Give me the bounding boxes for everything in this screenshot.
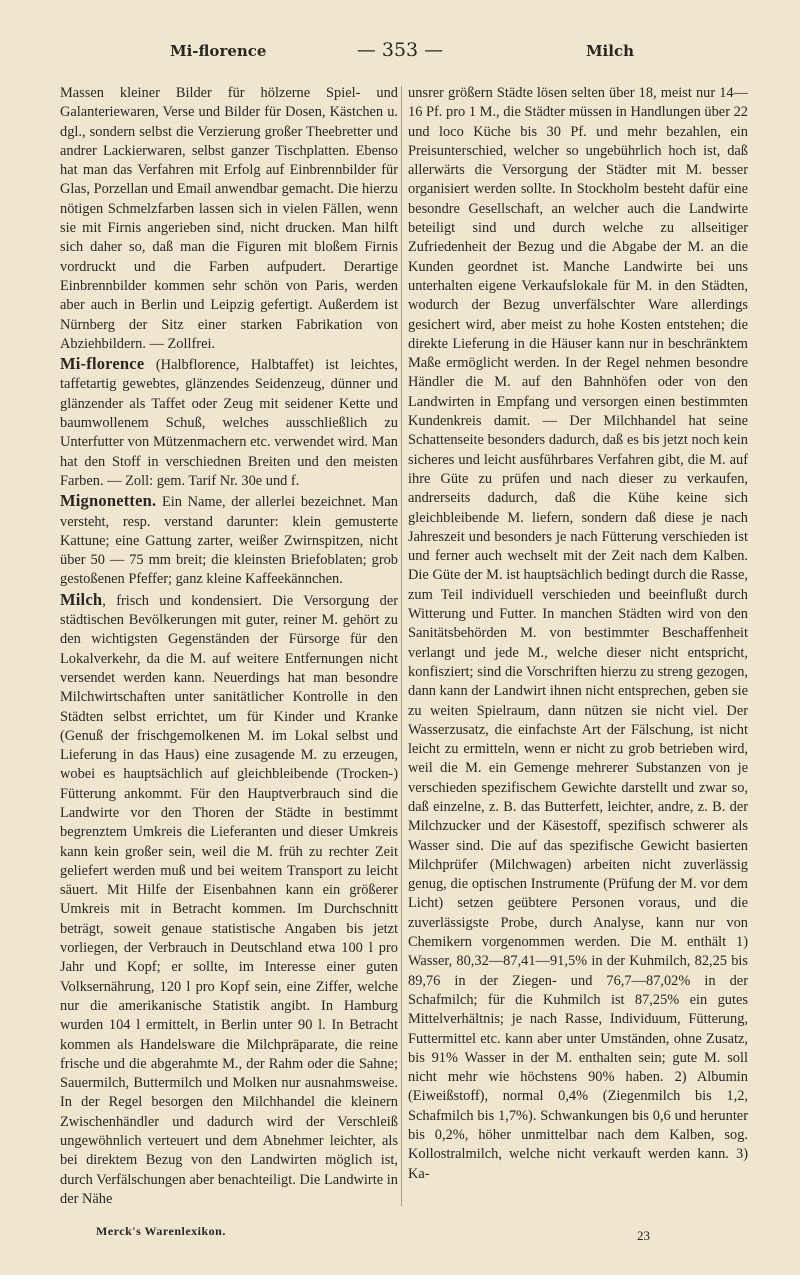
- column-divider: [401, 86, 402, 1206]
- entry-milch: [60, 590, 398, 1210]
- left-column: [60, 84, 398, 1212]
- entry-keyword: Milch: [60, 589, 103, 609]
- entry-mignonetten: [60, 491, 398, 589]
- header-left-keyword: Mi-florence: [170, 42, 267, 60]
- entry-text: , frisch und kondensiert. Die Versorgung der städtischen Bevölkerungen mit guter, reiner M. gehört zu den wichtigsten Gegenständen der Fürsorge für den Lokalverkehr, da die M. auf weitere Entfernungen nicht versendet werden kann. Neuerdings hat man besondre Milchwirtschaften unter sanitätlicher Kontrolle in den Städten selbst errichtet, um für Kinder und Kranke (Genuß der frischgemolkenen M. im Lokal selbst und Lieferung in das Haus) eine zusagende M. zu erzeugen, wobei es hauptsächlich auf gleichbleibende (Trocken-) Fütterung ankommt. Für den Hauptverbrauch sind die Landwirte vor den Thoren der Städte in bestimmt begrenztem Umkreis die Lieferanten und dieser Umkreis kann kein großer sein, weil die M. früh zu rechter Zeit geliefert werden muß und bei weitem Transport zu leicht säuert. Mit Hilfe der Eisenbahnen kann ein größerer Umkreis mit in Betracht kommen. Im Durchschnitt beträgt, soweit genaue statistische Angaben bis jetzt vorliegen, der Verbrauch in Deutschland etwa 100 l pro Jahr und Kopf; er sollte, im Interesse einer guten Volksernährung, 120 l pro Kopf sein, eine Ziffer, welche nur die amerikanische Statistik angibt. In Hamburg wurden 104 l ermittelt, in Berlin unter 90 l. In Betracht kommen als Handelsware die Milchpräparate, die reine frische und die abgerahmte M., der Rahm oder die Sahne; Sauermilch, Buttermilch und Molken nur ausnahmsweise. In der Regel besorgen den Milchhandel die kleinern Zwischenhändler und dadurch wird der Verschleiß ungewöhnlich verteuert und dem Abnehmer leichter, als bei direktem Bezug von den Landwirten möglich ist, durch Verfälschungen aber benachteiligt. Die Landwirte in der Nähe: [60, 592, 398, 1207]
- publication-title: Merck's Warenlexikon.: [96, 1224, 226, 1238]
- entry-keyword: Mignonetten.: [60, 491, 157, 511]
- entry-mi-florence: [60, 354, 398, 491]
- entry-keyword: Mi-florence: [60, 354, 145, 374]
- entry-text: Ein Name, der allerlei bezeichnet. Man versteht, resp. verstand darunter: klein gemusterte Kattune; eine Gattung zarter, weißer Zwirnspitzen, nicht über 50 — 75 mm breit; die kleinsten Briefoblaten; grob gestoßenen Pfeffer; ganz kleine Kaffeekännchen.: [60, 494, 398, 588]
- running-header: [150, 39, 650, 66]
- entry-milch-continued: unsrer größern Städte lösen selten über 18, meist nur 14—16 Pf. pro 1 M., die Städter müssen in Handlungen über 22 und loco Küche bis 30 Pf. und mehr bezahlen, ein Preisunterschied, welcher so ungebührlich hoch ist, daß allerwärts die Versorgung der Städter mit M. besser organisiert werden sollte. In Stockholm besteht dafür eine besondre Gesellschaft, an welcher auch die Landwirte beteiligt sind und durch welche zu allseitiger Zufriedenheit der Bezug und die Abgabe der M. an die Kunden geordnet ist. Manche Landwirte bei uns unterhalten eigene Verkaufslokale für M. in den Städten, wodurch der Bezug unverfälschter Ware allerdings gesichert wird, aber meist zu hohe Kosten entstehen; die direkte Lieferung in die Häuser kann nur in beschränktem Maße ermöglicht werden. In der Regel nehmen besondre Händler die M. auf den Bahnhöfen oder von den Landwirten in Empfang und versorgen einen bestimmten Kundenkreis damit. — Der Milchhandel hat seine Schattenseite besonders dadurch, daß es bis jetzt noch kein sicheres und leicht ausführbares Verfahren gibt, die M. auf ihre Güte zu prüfen und nach dieser zu verkaufen, andrerseits dadurch, daß die Kühe keine sich gleichbleibende M. liefern, sondern daß diese je nach Jahreszeit und besonders je nach Fütterung verschieden ist und ferner auch wechselt mit der Zeit nach dem Kalben. Die Güte der M. ist hauptsächlich bedingt durch die Rasse, zum Teil individuell verschieden und beeinflußt durch Witterung und Futter. In manchen Städten wird von den Sanitätsbehörden M. von bestimmter Beschaffenheit verlangt und jede M., welche dieser nicht entspricht, konfisziert; sind die Vorschriften hierzu zu streng gezogen, dann kann der Landwirt ihnen nicht entsprechen, geben sie zu weiten Spielraum, dann nützen sie nicht viel. Der Wasserzusatz, die einfachste Art der Fälschung, ist nicht leicht zu ermitteln, wenn er nicht zu grob betrieben wird, weil die M. ein Gemenge mehrerer Substanzen von je verschieden spezifischem Gewichte darstellt und zwar so, daß einzelne, z. B. das Butterfett, leichter, andre, z. B. der Milchzucker und der Käsestoff, spezifisch schwerer als Wasser sind. Die auf das spezifische Gewicht basierten Milchprüfer (Milchwagen) arbeiten nicht zuverlässig genug, die optischen Instrumente (Prüfung der M. vor dem Licht) setzen geübtere Personen voraus, und die zuverlässigste Probe, durch Analyse, kann nur von Chemikern vorgenommen werden. Die M. enthält 1) Wasser, 80,32—87,41—91,5% in der Kuhmilch, 82,25 bis 89,76 in der Ziegen- und 76,7—87,02% in der Schafmilch; für die Kuhmilch ist 87,25% ein gutes Mittelverhältnis; je nach Rasse, Individuum, Fütterung, Futtermittel etc. kann aber unter Umständen, ohne Zusatz, bis 91% Wasser in der M. enthalten sein; gute M. soll nicht mehr wie höchstens 90% haben. 2) Albumin (Eiweißstoff), normal 0,4% (Ziegenmilch bis 1,2, Schafmilch bis 1,7%). Schwankungen bis 0,6 und herunter bis 0,2%, höher unmittelbar nach dem Kalben, sog. Kollostralmilch, welche nicht verkauft werden kann. 3) Ka-: [408, 85, 748, 1182]
- page-number: — 353 —: [356, 39, 444, 61]
- signature-mark: 23: [637, 1228, 650, 1243]
- entry-text: (Halbflorence, Halbtaffet) ist leichtes, taffetartig gewebtes, glänzendes Seidenzeug, dünner und glänzender als Taffet oder Zeug mit seidener Kette und baumwollenem Schuß, welches ausschließlich zu Unterfutter von Mützenmachern etc. verwendet wird. Man hat den Stoff in verschiednen Breiten und den meisten Farben. — Zoll: gem. Tarif Nr. 30e und f.: [60, 357, 398, 489]
- paragraph-abziehbilder: Massen kleiner Bilder für hölzerne Spiel- und Galanteriewaren, Verse und Bilder für Dosen, Kästchen u. dgl., sondern selbst die Verzierung großer Theebretter und andrer Lackierwaren, selbst ganzer Tischplatten. Ebenso hat man das Verfahren mit Erfolg auf Einbrennbilder für Glas, Porzellan und Email anwendbar gemacht. Die hierzu nötigen Schmelzfarben lassen sich in vielen Fällen, wenn sie mit Firnis angerieben sind, nicht drucken. Man hilft sich daher so, daß man die Figuren mit bloßem Firnis vordruckt und die Farben aufpudert. Derartige Einbrennbilder kommen sehr schön von Paris, werden aber auch in Berlin und Leipzig gefertigt. Außerdem ist Nürnberg der Sitz einer starken Fabrikation von Abziehbildern. — Zollfrei.: [60, 85, 398, 352]
- header-right-keyword: Milch: [585, 42, 634, 60]
- right-column: [408, 84, 748, 1212]
